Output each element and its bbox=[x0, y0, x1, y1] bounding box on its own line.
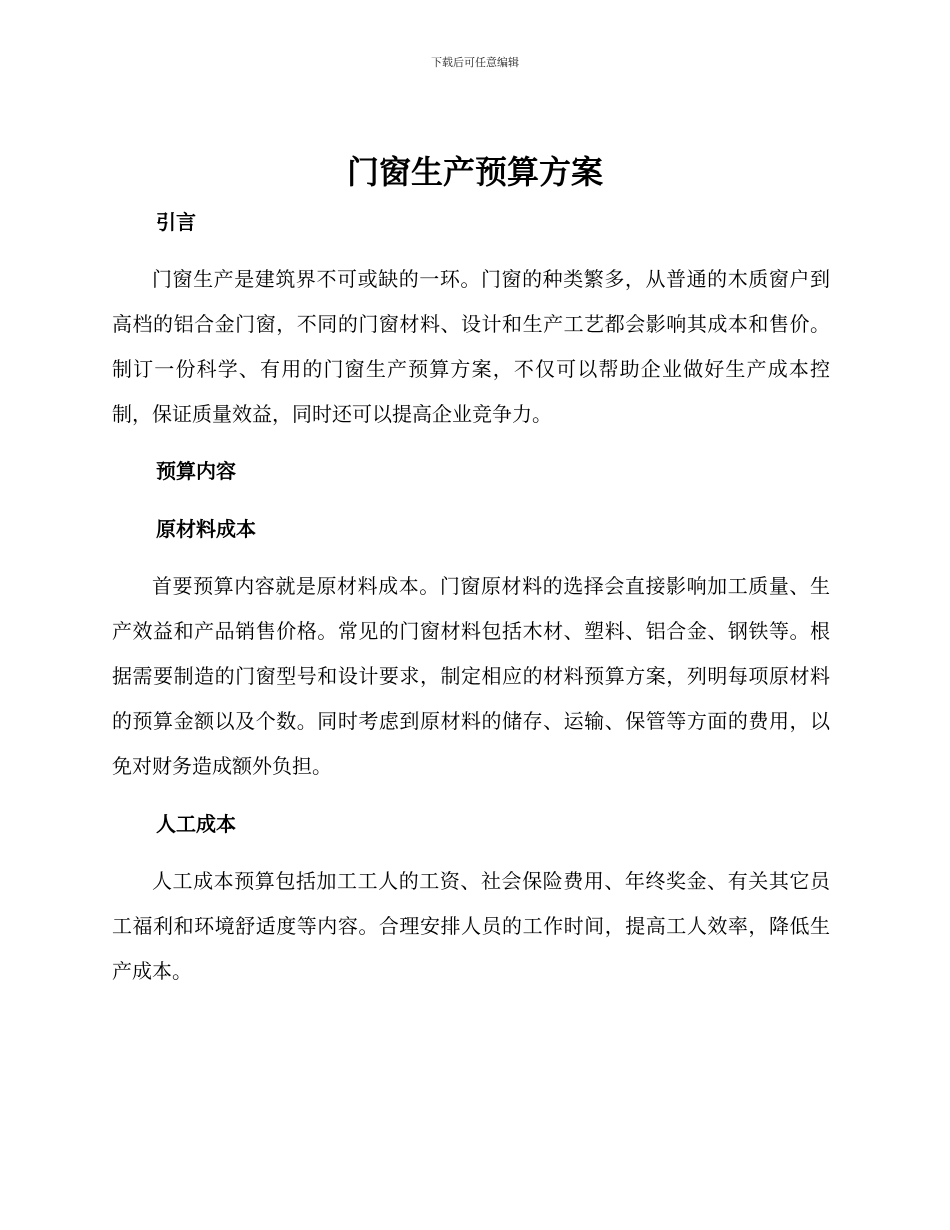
page-header-note: 下载后可任意编辑 bbox=[431, 56, 519, 69]
section-heading-introduction: 引言 bbox=[156, 210, 196, 234]
section-paragraph-material-cost: 首要预算内容就是原材料成本。门窗原材料的选择会直接影响加工质量、生产效益和产品销售价格。常见的门窗材料包括木材、塑料、铝合金、钢铁等。根据需要制造的门窗型号和设计要求，制定相应的材料预算方案，列明每项原材料的预算金额以及个数。同时考虑到原材料的储存、运输、保管等方面的费用，以免对财务造成额外负担。 bbox=[112, 574, 830, 778]
section-heading-material-cost: 原材料成本 bbox=[156, 517, 256, 541]
section-paragraph-labor-cost: 人工成本预算包括加工工人的工资、社会保险费用、年终奖金、有关其它员工福利和环境舒适度等内容。合理安排人员的工作时间，提高工人效率，降低生产成本。 bbox=[112, 869, 830, 983]
section-heading-budget-content: 预算内容 bbox=[156, 459, 236, 483]
section-paragraph-introduction: 门窗生产是建筑界不可或缺的一环。门窗的种类繁多，从普通的木质窗户到高档的铝合金门窗，不同的门窗材料、设计和生产工艺都会影响其成本和售价。制订一份科学、有用的门窗生产预算方案，不仅可以帮助企业做好生产成本控制，保证质量效益，同时还可以提高企业竞争力。 bbox=[112, 267, 830, 426]
document-title: 门窗生产预算方案 bbox=[346, 153, 603, 191]
section-heading-labor-cost: 人工成本 bbox=[156, 812, 236, 836]
